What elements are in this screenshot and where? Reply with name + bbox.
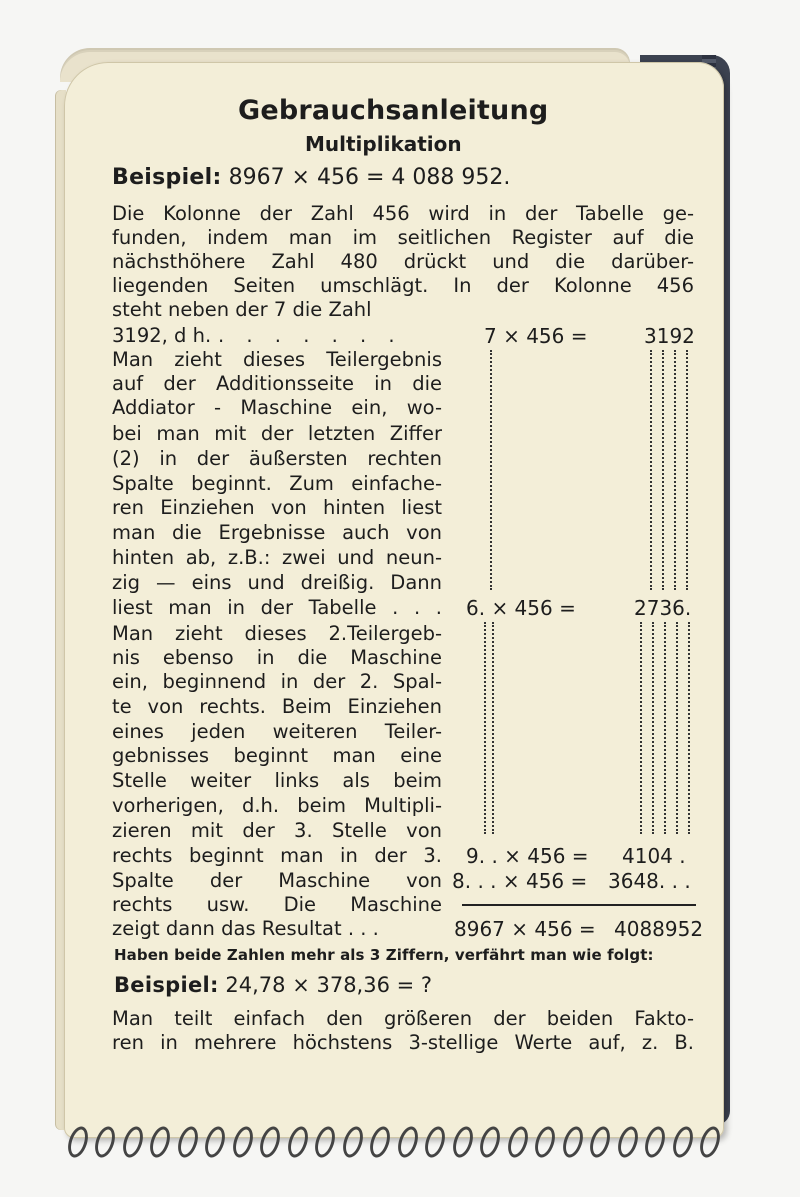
spiral-coil	[69, 1120, 87, 1160]
spiral-coil	[454, 1120, 472, 1160]
example-1-expression: 8967 × 456 = 4 088 952.	[228, 165, 511, 190]
dotted-guide	[492, 622, 494, 834]
body-line: Spalte beginnt. Zum einfache-	[112, 472, 442, 495]
body-line: vorherigen, d.h. beim Multipli-	[112, 794, 442, 817]
body-line: hinten ab, z.B.: zwei und neun-	[112, 546, 442, 569]
dotted-guide	[664, 622, 666, 834]
body-line: rechts usw. Die Maschine	[112, 893, 442, 916]
calc-row-4-expression: 8. . . × 456 =	[452, 869, 588, 893]
spiral-coil	[426, 1120, 444, 1160]
page-title: Gebrauchsanleitung	[238, 95, 549, 126]
calc-row-2-expression: 6. × 456 =	[466, 596, 576, 620]
dotted-guide	[490, 350, 492, 590]
dotted-guide	[676, 622, 678, 834]
spiral-coil	[619, 1120, 637, 1160]
body-line: Stelle weiter links als beim	[112, 769, 442, 792]
calc-row-3-expression: 9. . × 456 =	[466, 844, 589, 868]
spiral-coil	[399, 1120, 417, 1160]
sum-rule-line	[462, 904, 696, 906]
spiral-coil	[701, 1120, 719, 1160]
body-line: zeigt dann das Resultat . . .	[112, 917, 379, 940]
intro-line: steht neben der 7 die Zahl	[112, 298, 372, 321]
dotted-guide	[640, 622, 642, 834]
spiral-coil	[316, 1120, 334, 1160]
body-line: (2) in der äußersten rechten	[112, 447, 442, 470]
intro-line: nächsthöhere Zahl 480 drückt und die darüber-	[112, 250, 694, 273]
example-1	[112, 167, 510, 189]
calc-row-1-expression: 7 × 456 =	[484, 324, 588, 348]
body-line: eines jeden weiteren Teiler-	[112, 720, 442, 743]
intro-line: Die Kolonne der Zahl 456 wird in der Tabelle ge-	[112, 202, 694, 225]
body-line: ren Einziehen von hinten liest	[112, 496, 442, 519]
body-line: 3192, d h.	[112, 324, 212, 347]
outro-line: Man teilt einfach den größeren der beiden Fakto-	[112, 1007, 694, 1030]
spiral-coil	[646, 1120, 664, 1160]
body-line: rechts beginnt man in der 3.	[112, 844, 442, 867]
body-line: auf der Additionsseite in die	[112, 372, 442, 395]
body-line: zig — eins und dreißig. Dann	[112, 571, 442, 594]
spiral-coil	[124, 1120, 142, 1160]
spiral-coil	[564, 1120, 582, 1160]
dotted-guide	[652, 622, 654, 834]
body-line: liest man in der Tabelle . . .	[112, 596, 442, 619]
page-subtitle: Multiplikation	[305, 132, 462, 156]
calc-row-1-result: 3192	[644, 324, 695, 348]
body-line: nis ebenso in die Maschine	[112, 646, 442, 669]
spiral-coil	[481, 1120, 499, 1160]
calc-row-3-result: 4104 .	[622, 844, 686, 868]
spiral-coil	[151, 1120, 169, 1160]
dotted-guide	[650, 350, 652, 590]
example-1-label: Beispiel:	[112, 165, 222, 190]
body-line: bei man mit der letzten Ziffer	[112, 422, 442, 445]
body-line: man die Ergebnisse auch von	[112, 521, 442, 544]
intro-line: funden, indem man im seitlichen Register auf die	[112, 226, 694, 249]
body-line: Addiator - Maschine ein, wo-	[112, 396, 442, 419]
body-line: ein, beginnend in der 2. Spal-	[112, 670, 442, 693]
body-line: gebnisses beginnt man eine	[112, 744, 442, 767]
dotted-guide	[662, 350, 664, 590]
spiral-coil	[234, 1120, 252, 1160]
spiral-coil	[509, 1120, 527, 1160]
spiral-coil	[344, 1120, 362, 1160]
spiral-coil	[179, 1120, 197, 1160]
spiral-coil	[289, 1120, 307, 1160]
spiral-binding	[64, 1120, 724, 1160]
example-2-label: Beispiel:	[114, 973, 219, 997]
calc-total-expression: 8967 × 456 =	[454, 917, 596, 941]
spiral-coil	[96, 1120, 114, 1160]
body-line: zieren mit der 3. Stelle von	[112, 819, 442, 842]
spiral-coil	[261, 1120, 279, 1160]
example-2-expression: 24,78 × 378,36 = ?	[225, 973, 433, 997]
dotted-guide	[688, 622, 690, 834]
dotted-guide	[484, 622, 486, 834]
leader-dots: . . . . . . .	[218, 324, 403, 347]
spiral-coil	[206, 1120, 224, 1160]
spiral-coil	[674, 1120, 692, 1160]
spiral-coil	[536, 1120, 554, 1160]
dotted-guide	[686, 350, 688, 590]
spiral-coil	[591, 1120, 609, 1160]
calc-total-result: 4088952	[614, 917, 704, 941]
body-line: te von rechts. Beim Einziehen	[112, 695, 442, 718]
calc-row-4-result: 3648. . .	[608, 869, 691, 893]
note-text: Haben beide Zahlen mehr als 3 Ziffern, verfährt man wie folgt:	[114, 946, 654, 964]
body-line: Man zieht dieses Teilergebnis	[112, 348, 442, 371]
calc-row-2-result: 2736.	[634, 596, 692, 620]
dotted-guide	[674, 350, 676, 590]
outro-line: ren in mehrere höchstens 3-stellige Werte auf, z. B.	[112, 1031, 694, 1054]
spiral-coil	[371, 1120, 389, 1160]
example-2	[114, 975, 432, 996]
intro-line: liegenden Seiten umschlägt. In der Kolonne 456	[112, 274, 694, 297]
body-line: Man zieht dieses 2.Teilergeb-	[112, 622, 442, 645]
body-line: Spalte der Maschine von	[112, 869, 442, 892]
